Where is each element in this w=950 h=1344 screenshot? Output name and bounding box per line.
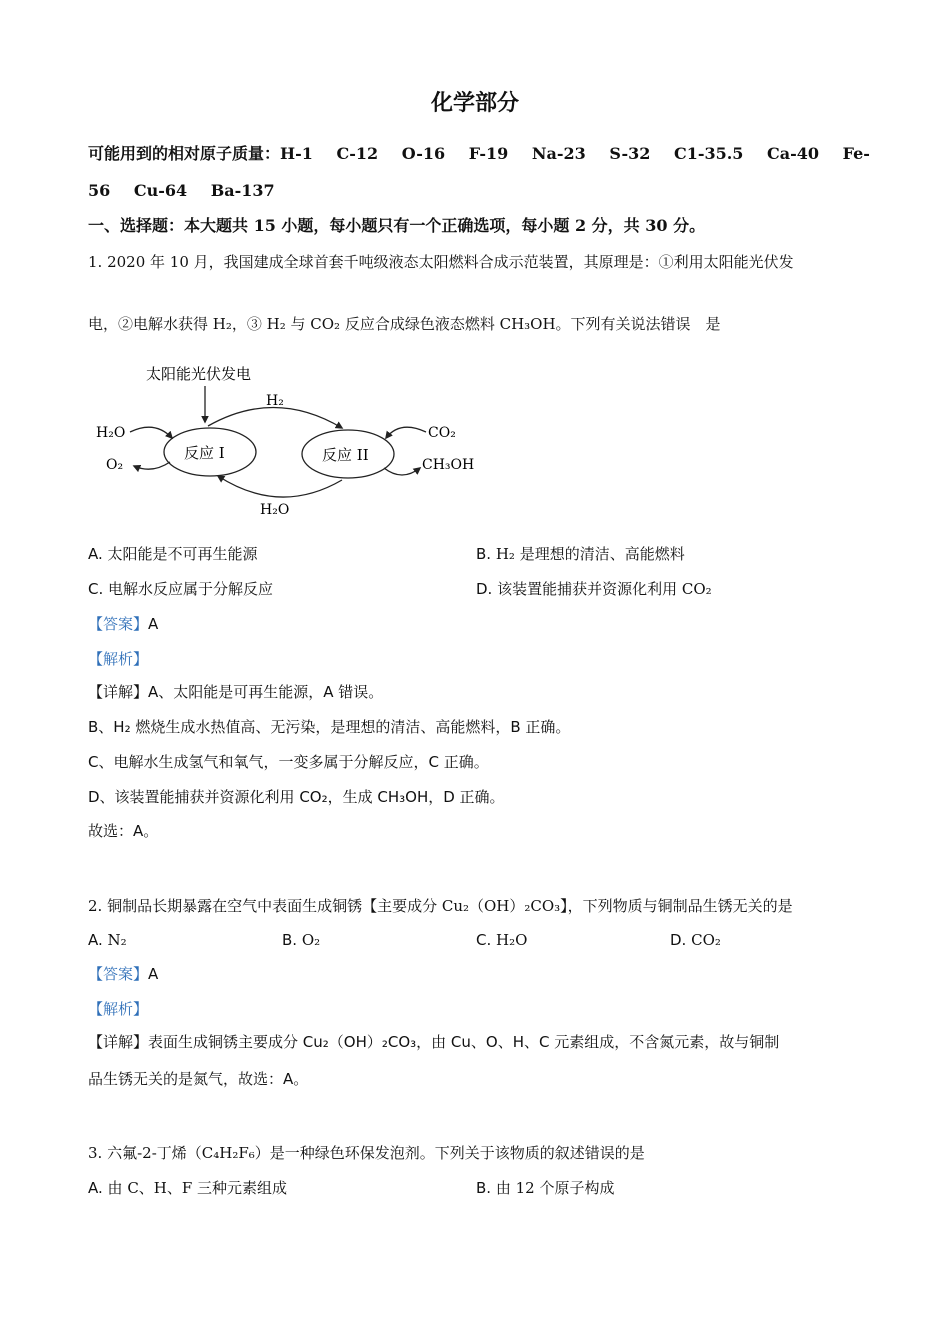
q2-stem: 2. 铜制品长期暴露在空气中表面生成铜锈【主要成分 Cu₂（OH）₂CO₃】，下列物质与铜制品生锈无关的是 — [88, 897, 793, 915]
mass-item: Ca-40 — [767, 144, 820, 163]
option-text: N₂ — [107, 931, 127, 949]
answer-value: A — [148, 965, 159, 983]
page-title: 化学部分 — [430, 91, 519, 116]
answer-label: 【答案】 — [88, 615, 149, 633]
diagram-top-label: 太阳能光伏发电 — [146, 365, 252, 383]
h2-arrow — [208, 407, 342, 428]
h2o-return-arrow — [218, 476, 342, 497]
mass-item: S-32 — [609, 144, 651, 163]
q2-option-c — [476, 929, 527, 951]
q2-answer — [88, 963, 158, 985]
o2-out-arrow — [134, 462, 170, 469]
option-text: H₂ 是理想的清洁、高能燃料 — [495, 545, 685, 563]
q3-option-a — [88, 1177, 287, 1199]
q1-stem-line1: 1. 2020 年 10 月，我国建成全球首套千吨级液态太阳燃料合成示范装置，其原理是：①利用太阳能光伏发 — [88, 253, 794, 271]
q1-detail-line: 故选：A。 — [88, 822, 159, 840]
mass-item: Fe- — [842, 144, 870, 163]
option-letter: C. — [476, 931, 492, 949]
reaction2-label: 反应 II — [322, 446, 369, 464]
option-letter: D. — [670, 931, 687, 949]
reaction1-label: 反应 I — [184, 444, 225, 462]
section-heading: 一、选择题：本大题共 15 小题，每小题只有一个正确选项，每小题 2 分，共 30 分。 — [88, 216, 706, 235]
q3-stem: 3. 六氟-2-丁烯（C₄H₂F₆）是一种绿色环保发泡剂。下列关于该物质的叙述错误的是 — [88, 1144, 645, 1162]
option-text: CO₂ — [691, 931, 721, 949]
q1-option-d — [476, 578, 712, 600]
option-text: 太阳能是不可再生能源 — [107, 545, 258, 563]
mass-item: C1-35.5 — [673, 144, 744, 163]
q1-detail-line: B、H₂ 燃烧生成水热值高、无污染，是理想的清洁、高能燃料，B 正确。 — [88, 718, 571, 736]
answer-label: 【答案】 — [88, 965, 149, 983]
mass-item: C-12 — [336, 144, 379, 163]
q1-detail-line: C、电解水生成氢气和氧气，一变多属于分解反应，C 正确。 — [88, 753, 489, 771]
q2-option-d — [670, 929, 721, 951]
option-letter: A. — [88, 1179, 103, 1197]
option-letter: B. — [282, 931, 298, 949]
mass-item: O-16 — [401, 144, 446, 163]
option-letter: D. — [476, 580, 493, 598]
co2-label: CO₂ — [428, 425, 456, 441]
q2-detail-line1: 【详解】表面生成铜锈主要成分 Cu₂（OH）₂CO₃，由 Cu、O、H、C 元素组成，不含氮元素，故与铜制 — [88, 1033, 780, 1051]
q2-analysis-label: 【解析】 — [88, 1000, 149, 1018]
h2o-left-label: H₂O — [96, 425, 126, 441]
option-letter: B. — [476, 1179, 492, 1197]
option-text: H₂O — [496, 931, 528, 949]
h2o-bottom-label: H₂O — [260, 502, 290, 518]
option-letter: A. — [88, 931, 103, 949]
option-text: 由 12 个原子构成 — [495, 1179, 615, 1197]
o2-label: O₂ — [106, 457, 124, 473]
q3-option-b — [476, 1177, 614, 1199]
option-text: 由 C、H、F 三种元素组成 — [107, 1179, 288, 1197]
q1-option-c — [88, 578, 273, 600]
mass-item: 56 — [88, 181, 111, 200]
atomic-masses — [88, 143, 870, 165]
q1-stem-line2: 电，②电解水获得 H₂，③ H₂ 与 CO₂ 反应合成绿色液态燃料 CH₃OH。下列有关说法错误 是 — [88, 315, 721, 333]
mass-item: Na-23 — [531, 144, 586, 163]
q1-option-a — [88, 543, 258, 565]
option-text: 电解水反应属于分解反应 — [108, 580, 274, 598]
masses-label: 可能用到的相对原子质量： — [88, 144, 281, 163]
q1-option-b — [476, 543, 685, 565]
q1-reaction-diagram — [90, 358, 490, 528]
h2-label: H₂ — [266, 393, 284, 409]
option-letter: C. — [88, 580, 104, 598]
ch3oh-label: CH₃OH — [422, 457, 475, 473]
co2-in-arrow — [386, 427, 426, 438]
option-text: O₂ — [301, 931, 321, 949]
q1-detail-line: D、该装置能捕获并资源化利用 CO₂，生成 CH₃OH，D 正确。 — [88, 788, 505, 806]
q1-analysis-label: 【解析】 — [88, 650, 149, 668]
mass-item: Cu-64 — [133, 181, 188, 200]
answer-value: A — [148, 615, 159, 633]
q1-answer — [88, 613, 158, 635]
q2-option-a — [88, 929, 127, 951]
option-text: 该装置能捕获并资源化利用 CO₂ — [497, 580, 712, 598]
mass-item: F-19 — [468, 144, 509, 163]
q2-detail-line2: 品生锈无关的是氮气，故选：A。 — [88, 1070, 309, 1088]
ch3oh-out-arrow — [384, 468, 420, 475]
q1-detail-line: 【详解】A、太阳能是可再生能源，A 错误。 — [88, 683, 384, 701]
mass-item: H-1 — [280, 144, 313, 163]
option-letter: A. — [88, 545, 103, 563]
atomic-masses-line2 — [88, 180, 275, 202]
q2-option-b — [282, 929, 320, 951]
mass-item: Ba-137 — [210, 181, 275, 200]
h2o-in-arrow — [130, 427, 172, 438]
option-letter: B. — [476, 545, 492, 563]
